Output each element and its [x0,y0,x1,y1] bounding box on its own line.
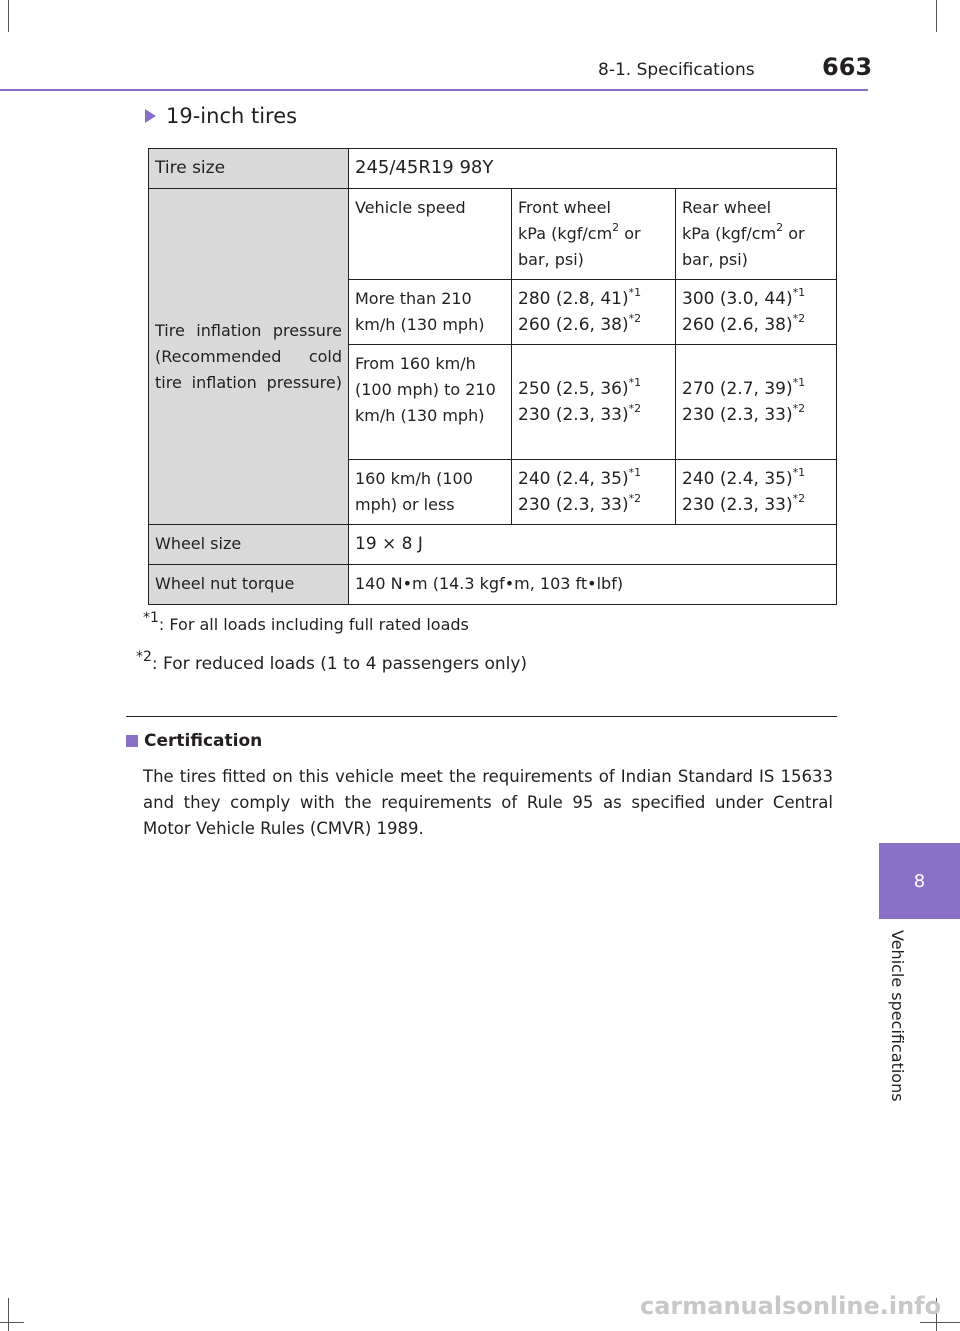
table-row [149,525,837,565]
footnote-mark: *1 [792,466,806,479]
col-front-unit: kPa (kgf/cm [518,224,613,243]
page-number: 663 [822,53,873,81]
col-front-line1: Front wheel [518,198,611,217]
col-rear-sup: 2 [776,221,784,234]
wheel-size-label: Wheel size [149,525,349,565]
footnote-mark: *2 [792,312,806,325]
square-bullet-icon [126,735,138,747]
tire-spec-table [148,148,837,605]
chapter-side-label: Vehicle specifications [888,930,907,1102]
footnote-mark: *2 [628,492,642,505]
triangle-bullet-icon [145,109,156,123]
pressure-value: 230 (2.3, 33) [682,405,793,425]
footnote-mark: *1 [628,286,642,299]
front-pressure-cell [512,345,676,460]
pressure-value: 250 (2.5, 36) [518,379,629,399]
crop-mark [920,1322,960,1323]
torque-value: 140 N•m (14.3 kgf•m, 103 ft•lbf) [349,565,837,605]
col-rear-line2 [682,221,805,243]
certification-body: The tires fitted on this vehicle meet the requirements of Indian Standard IS 15633 and they comply with the requirements of Rule 95 as specified under Central Motor Vehicle Rules (CMVR) 1989. [143,767,833,838]
watermark: carmanualsonline.info [640,1292,942,1320]
pressure-value: 230 (2.3, 33) [518,405,629,425]
pressure-value: 240 (2.4, 35) [682,469,793,489]
col-front-sup: 2 [612,221,620,234]
footnote-text: : For reduced loads (1 to 4 passengers only) [151,654,528,674]
chapter-number: 8 [913,870,926,892]
col-rear-line4: bar, psi) [682,250,748,269]
rear-pressure-cell [676,460,837,525]
speed-cell [349,460,512,525]
col-rear-or: or [788,224,805,243]
front-pressure-cell [512,280,676,345]
footnote-mark: *1 [628,466,642,479]
speed-cell [349,345,512,460]
crop-mark [0,1322,24,1323]
footnote-text: : For all loads including full rated loads [158,615,469,634]
footnote-mark: *2 [792,402,806,415]
torque-label: Wheel nut torque [149,565,349,605]
footnote-mark: *2 [792,492,806,505]
pressure-value: 270 (2.7, 39) [682,379,793,399]
pressure-label-text: Tire inflation pressure (Recommended cold tire inflation pressure) [155,320,342,392]
subheading-text: 19-inch tires [166,104,298,128]
col-header-front [512,189,676,280]
front-pressure-cell [512,460,676,525]
footnote-mark: *2 [628,402,642,415]
pressure-value: 230 (2.3, 33) [518,495,629,515]
pressure-label [149,189,349,525]
table-row [149,565,837,605]
footnote-1 [143,610,469,634]
speed-text: More than 210 km/h (130 mph) [355,289,485,334]
rear-pressure-cell [676,280,837,345]
speed-text: 160 km/h (100 mph) or less [355,469,473,514]
pressure-value: 260 (2.6, 38) [682,315,793,335]
tire-size-label: Tire size [149,149,349,189]
tire-size-value: 245/45R19 98Y [349,149,837,189]
footnote-mark: *1 [792,376,806,389]
section-title: 8-1. Specifications [598,60,755,80]
pressure-value: 230 (2.3, 33) [682,495,793,515]
pressure-value: 240 (2.4, 35) [518,469,629,489]
footnote-mark: *1 [628,376,642,389]
footnote-mark: *1 [792,286,806,299]
speed-text: From 160 km/h (100 mph) to 210 km/h (130 mph) [355,354,496,425]
col-front-line2 [518,221,641,243]
rear-pressure-cell [676,345,837,460]
wheel-size-value: 19 × 8 J [349,525,837,565]
pressure-value: 260 (2.6, 38) [518,315,629,335]
header-rule [0,89,868,91]
footnote-mark: *2 [628,312,642,325]
pressure-value: 280 (2.8, 41) [518,289,629,309]
col-header-rear [676,189,837,280]
table-row [149,149,837,189]
footnote-mark: *1 [143,610,159,626]
certification-heading-text: Certification [144,731,263,751]
col-rear-unit: kPa (kgf/cm [682,224,777,243]
footnote-2 [136,649,528,674]
chapter-tab[interactable] [879,843,960,919]
col-rear-line1: Rear wheel [682,198,772,217]
col-front-or: or [624,224,641,243]
subheading [145,104,297,128]
pressure-value: 300 (3.0, 44) [682,289,793,309]
col-header-speed: Vehicle speed [349,189,512,280]
crop-mark [8,0,9,32]
speed-cell [349,280,512,345]
certification-heading [126,731,262,751]
col-front-line4: bar, psi) [518,250,584,269]
section-divider [126,716,837,717]
table-row [149,189,837,280]
footnote-mark: *2 [136,649,152,665]
crop-mark [936,0,937,32]
crop-mark [8,1298,9,1331]
